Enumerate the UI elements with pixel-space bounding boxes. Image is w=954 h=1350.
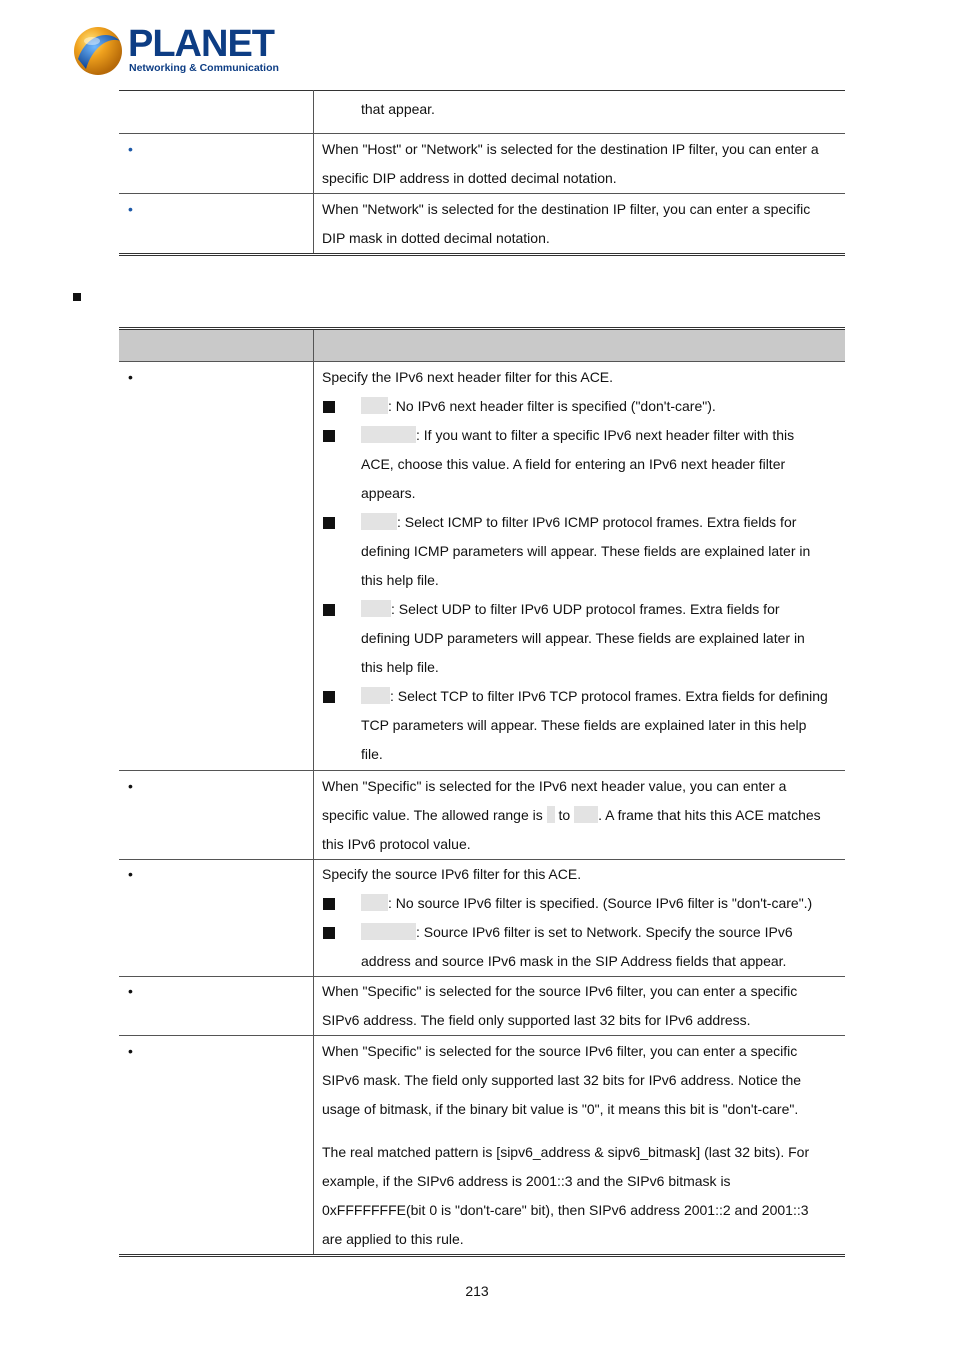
square-bullet-icon [323,517,335,529]
page-number: 213 [465,1283,489,1299]
description-line: The real matched pattern is [sipv6_address & sipv6_bitmask] (last 32 bits). For [322,1144,810,1160]
value-placeholder [361,923,416,940]
list-item [322,918,837,976]
list-item [322,392,837,421]
description-line: When "Host" or "Network" is selected for the destination IP filter, you can enter a [322,141,819,157]
list-item-text: defining ICMP parameters will appear. These fields are explained later in [361,543,811,559]
value-placeholder [361,513,397,530]
list-item-text: appears. [361,485,416,501]
bullet-marker: • [128,141,133,157]
value-placeholder [361,687,390,704]
description-cell [314,91,846,134]
list-item-text: this help file. [361,659,439,675]
list-item [322,889,837,918]
square-bullet-icon [323,691,335,703]
value-placeholder [361,426,416,443]
param-cell [119,977,314,1036]
bullet-marker: • [128,778,133,794]
value-placeholder [361,600,391,617]
list-item-text: TCP parameters will appear. These fields are explained later in this help [361,717,807,733]
header-cell-object [119,329,314,362]
param-cell [119,1036,314,1256]
list-item-text: file. [361,746,383,762]
table-row [119,860,845,977]
param-cell [119,362,314,771]
description-line: When "Specific" is selected for the IPv6 next header value, you can enter a [322,778,787,794]
description-cell [314,134,846,194]
table-row [119,977,845,1036]
table-row [119,91,845,134]
description-cell [314,1036,846,1256]
list-item-text: : Select TCP to filter IPv6 TCP protocol frames. Extra fields for defining [390,688,828,704]
list-item [322,595,837,682]
square-bullet-icon [323,927,335,939]
ipv6-parameter-table [119,327,845,1257]
description-line: example, if the SIPv6 address is 2001::3 and the SIPv6 bitmask is [322,1173,731,1189]
description-line: this IPv6 protocol value. [322,836,471,852]
list-item-text: : Source IPv6 filter is set to Network. Specify the source IPv6 [416,924,793,940]
table-row [119,362,845,771]
table-row [119,194,845,255]
list-item-text: : Select UDP to filter IPv6 UDP protocol frames. Extra fields for [391,601,780,617]
bullet-marker: • [128,201,133,217]
section-square-icon [73,293,81,301]
description-line: When "Specific" is selected for the source IPv6 filter, you can enter a specific [322,983,798,999]
square-bullet-icon [323,604,335,616]
description-cell [314,771,846,860]
description-line: that appear. [361,101,435,117]
table-row [119,1036,845,1256]
list-item-text: : No source IPv6 filter is specified. (Source IPv6 filter is "don't-care".) [388,895,813,911]
square-bullet-icon [323,898,335,910]
bullet-marker: • [128,1043,133,1059]
list-item-text: : Select ICMP to filter IPv6 ICMP protocol frames. Extra fields for [397,514,797,530]
description-cell [314,194,846,255]
table-row [119,134,845,194]
description-line: are applied to this rule. [322,1231,464,1247]
list-item-text: : If you want to filter a specific IPv6 next header filter with this [416,427,795,443]
value-placeholder [361,397,388,414]
description-line: specific DIP address in dotted decimal notation. [322,170,617,186]
logo-tagline: Networking & Communication [129,62,279,74]
square-bullet-icon [323,401,335,413]
value-placeholder [574,806,598,823]
globe-icon [72,25,124,77]
param-cell [119,771,314,860]
list-item-text: address and source IPv6 mask in the SIP Address fields that appear. [361,953,787,969]
value-placeholder [361,894,388,911]
description-line: usage of bitmask, if the binary bit value is "0", it means this bit is "don't-care". [322,1101,799,1117]
description-line: specific value. The allowed range is to . A frame that hits this ACE matches [322,807,821,823]
description-line: 0xFFFFFFFE(bit 0 is "don't-care" bit), then SIPv6 address 2001::2 and 2001::3 [322,1202,809,1218]
list-item [322,682,837,770]
square-bullet-icon [323,430,335,442]
list-item [322,421,837,508]
list-item-text: this help file. [361,572,439,588]
value-placeholder [547,806,555,823]
description-line: Specify the IPv6 next header filter for this ACE. [322,369,614,385]
list-item-text: defining UDP parameters will appear. These fields are explained later in [361,630,805,646]
list-item-text: : No IPv6 next header filter is specified ("don't-care"). [388,398,716,414]
description-cell [314,977,846,1036]
description-cell [314,362,846,771]
list-item-text: ACE, choose this value. A field for entering an IPv6 next header filter [361,456,786,472]
planet-logo [72,23,279,78]
bullet-marker: • [128,866,133,882]
description-line: SIPv6 mask. The field only supported last 32 bits for IPv6 address. Notice the [322,1072,802,1088]
bullet-marker: • [128,983,133,999]
param-cell [119,134,314,194]
table-row [119,771,845,860]
param-cell [119,860,314,977]
param-cell [119,194,314,255]
table-header-row [119,329,845,362]
param-cell [119,91,314,134]
description-line: When "Network" is selected for the destination IP filter, you can enter a specific [322,201,811,217]
bullet-marker: • [128,369,133,385]
description-line: SIPv6 address. The field only supported last 32 bits for IPv6 address. [322,1012,751,1028]
header-cell-description [314,329,846,362]
description-line: DIP mask in dotted decimal notation. [322,230,550,246]
description-line: When "Specific" is selected for the source IPv6 filter, you can enter a specific [322,1043,798,1059]
list-item [322,508,837,595]
logo-wordmark: PLANET [128,23,274,65]
destination-ip-table [119,90,845,256]
description-line: Specify the source IPv6 filter for this ACE. [322,866,582,882]
description-cell [314,860,846,977]
